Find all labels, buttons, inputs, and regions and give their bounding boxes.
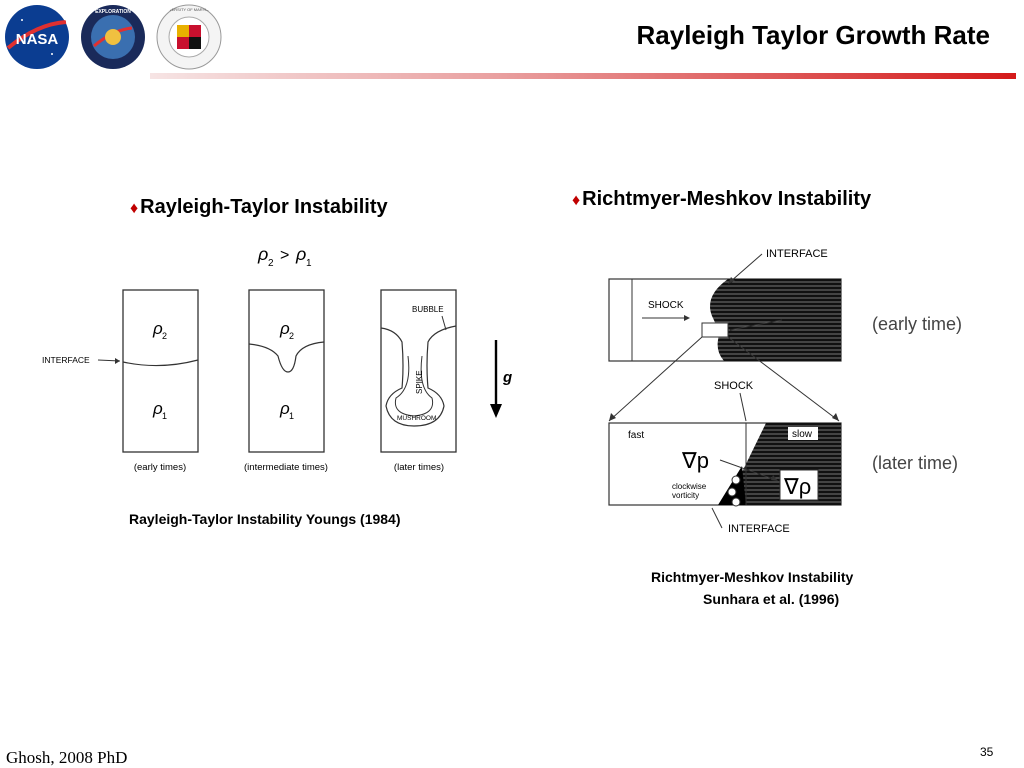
- relation-rho2-sub: 2: [268, 258, 274, 269]
- rt-heading: [130, 196, 388, 219]
- down-arrow-icon: [490, 404, 502, 418]
- slide-title: Rayleigh Taylor Growth Rate: [636, 20, 990, 50]
- rt-bubble-label: BUBBLE: [412, 305, 444, 314]
- rm-later-label: (later time): [872, 453, 959, 473]
- relation-rho1-sub: 1: [306, 258, 312, 269]
- rt-mushroom-label: MUSHROOM: [397, 415, 437, 422]
- umd-seal: [156, 4, 222, 70]
- rt-rho1-sub-early: 1: [162, 411, 168, 421]
- rm-caption-line2: Sunhara et al. (1996): [703, 591, 840, 607]
- exploration-logo: [80, 4, 146, 70]
- umd-seal-text: UNIVERSITY OF MARYLAND: [162, 7, 216, 12]
- rm-zoom-box: [702, 323, 728, 337]
- rt-rho1-intermediate: ρ: [280, 399, 290, 418]
- rt-rho2-sub-early: 2: [162, 331, 168, 341]
- rt-heading-text: Rayleigh-Taylor Instability: [140, 196, 388, 218]
- rt-rho1-early: ρ: [153, 399, 163, 418]
- rm-vorticity-label-1: clockwise: [672, 482, 707, 491]
- exploration-logo-text: EXPLORATION: [95, 9, 131, 15]
- rm-grad-rho-label: ∇ρ: [784, 474, 812, 499]
- rt-caption: Rayleigh-Taylor Instability Youngs (1984): [129, 511, 401, 527]
- rm-vortex-sheet: [718, 466, 746, 505]
- rm-heading-text: Richtmyer-Meshkov Instability: [582, 188, 872, 210]
- rm-grad-p-label: ∇p: [682, 448, 709, 473]
- rt-panel-label-intermediate: (intermediate times): [244, 462, 328, 473]
- gravity-arrow: [486, 340, 516, 420]
- rt-panel-label-later: (later times): [393, 462, 445, 473]
- rt-rho2-early: ρ: [153, 319, 163, 338]
- rm-heading: [572, 188, 871, 211]
- rt-interface-early: [123, 360, 198, 366]
- rm-early-heavy-fluid: [710, 279, 841, 361]
- gravity-label: g: [503, 369, 513, 386]
- nasa-logo: [4, 4, 70, 70]
- relation-rho2: ρ: [258, 244, 269, 264]
- rm-vorticity-label-2: vorticity: [672, 491, 700, 500]
- title-underline-bar: [150, 73, 1016, 79]
- rt-spike-label: SPIKE: [415, 370, 424, 394]
- rt-rho2-intermediate: ρ: [280, 319, 290, 338]
- diamond-bullet-icon: ♦: [572, 192, 581, 209]
- relation-rho1: ρ: [296, 244, 307, 264]
- rt-rho1-sub-intermediate: 1: [289, 411, 295, 421]
- diamond-bullet-icon: ♦: [130, 200, 139, 217]
- rm-figure: [600, 240, 1000, 540]
- rm-slow-label: slow: [792, 429, 813, 440]
- rt-panel-early: [123, 290, 198, 452]
- rm-shock-left-label: SHOCK: [648, 300, 684, 311]
- nasa-logo-text: NASA: [15, 31, 59, 48]
- rm-interface-top-label: INTERFACE: [766, 248, 828, 260]
- rm-interface-bottom-label: INTERFACE: [728, 523, 790, 535]
- rm-fast-label: fast: [628, 430, 645, 441]
- footer-author: Ghosh, 2008 PhD: [6, 748, 128, 767]
- rt-figure: [30, 238, 470, 478]
- rm-shock-mid-label: SHOCK: [714, 380, 754, 392]
- rm-early-label: (early time): [872, 314, 963, 334]
- rm-caption-line1: Richtmyer-Meshkov Instability: [651, 569, 854, 585]
- relation-op: >: [280, 247, 290, 264]
- rt-interface-label: INTERFACE: [42, 355, 90, 365]
- rt-panel-intermediate: [249, 290, 324, 452]
- page-number: 35: [980, 745, 994, 759]
- rt-rho2-sub-intermediate: 2: [289, 331, 295, 341]
- rt-interface-intermediate: [249, 342, 324, 372]
- rt-panel-label-early: (early times): [133, 462, 187, 473]
